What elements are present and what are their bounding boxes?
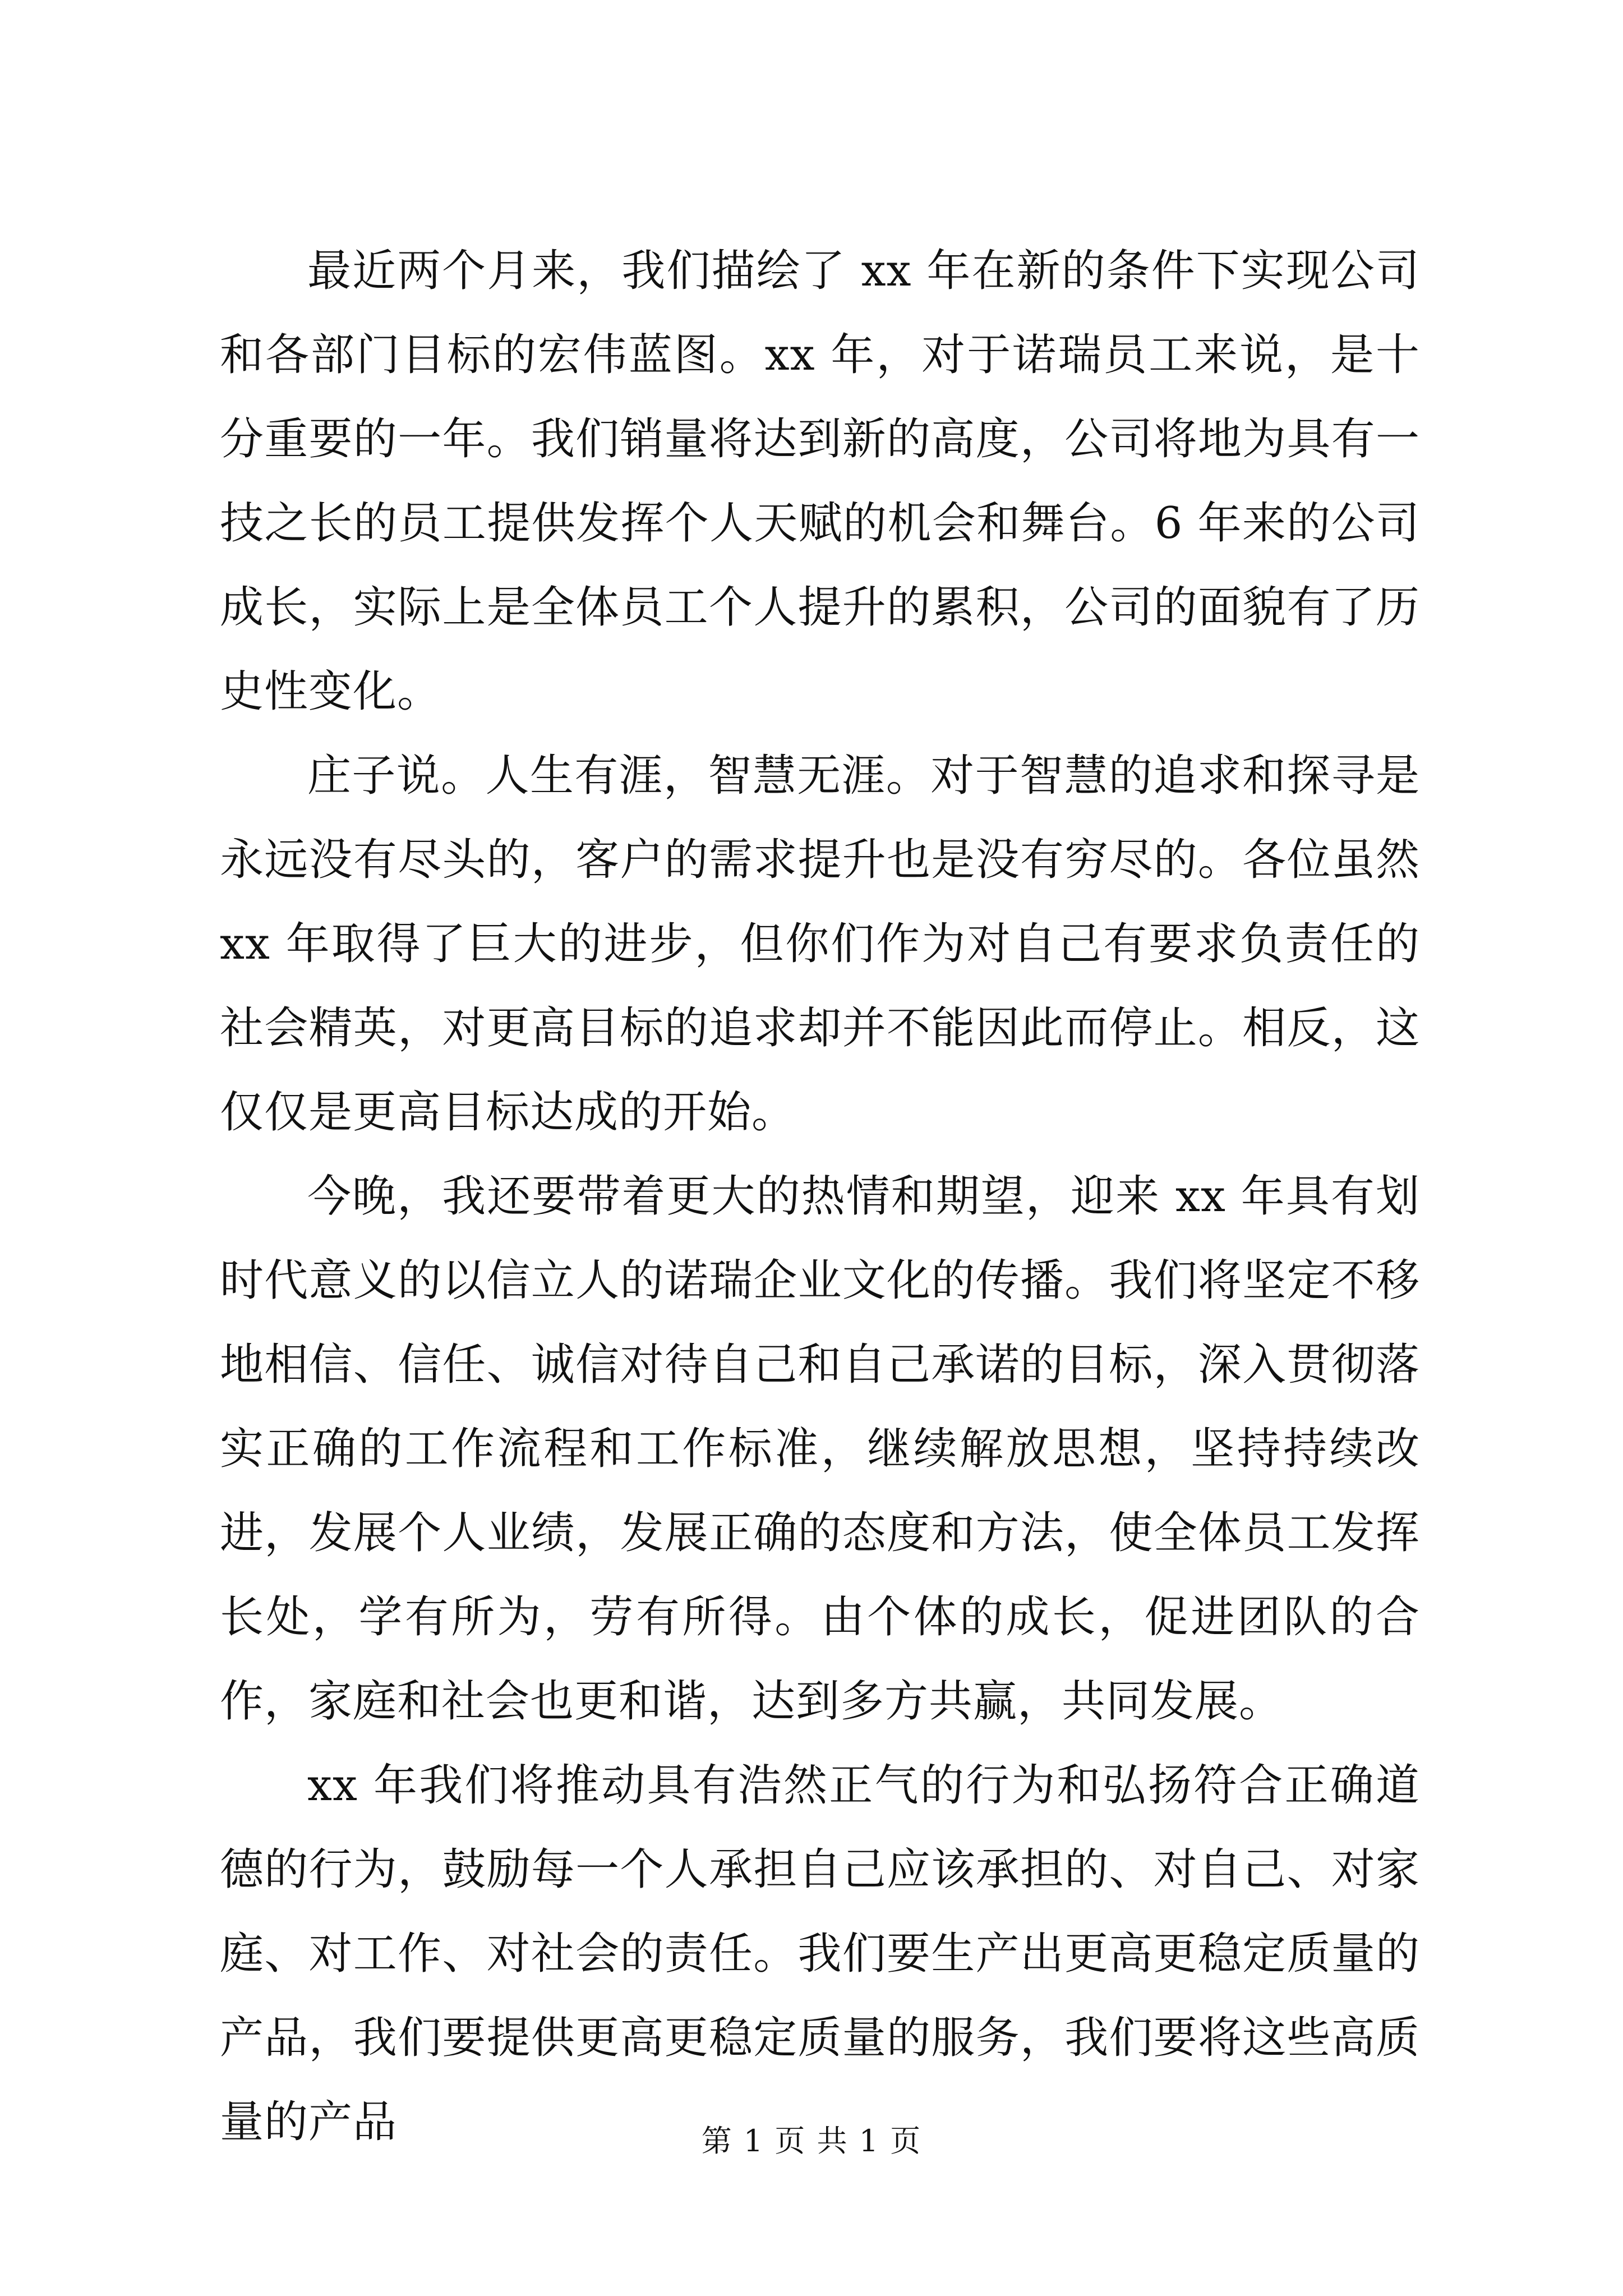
paragraph-3: 今晚，我还要带着更大的热情和期望，迎来 xx 年具有划时代意义的以信立人的诺瑞企业文化的传播。我们将坚定不移地相信、信任、诚信对待自己和自己承诺的目标，深入贯彻落实正确的工作流程和工作标准，继续解放思想，坚持持续改进，发展个人业绩，发展正确的态度和方法，使全体员工发挥长处，学有所为，劳有所得。由个体的成长，促进团队的合作，家庭和社会也更和谐，达到多方共赢，共同发展。: [220, 1171, 1420, 1727]
page-footer: 第 1 页 共 1 页: [701, 2123, 922, 2159]
paragraph-2: 庄子说。人生有涯，智慧无涯。对于智慧的追求和探寻是永远没有尽头的，客户的需求提升也是没有穷尽的。各位虽然 xx 年取得了巨大的进步，但你们作为对自己有要求负责任的社会精英，对更高目标的追求却并不能因此而停止。相反，这仅仅是更高目标达成的开始。: [220, 751, 1420, 1138]
paragraph-4: xx 年我们将推动具有浩然正气的行为和弘扬符合正确道德的行为，鼓励每一个人承担自己应该承担的、对自己、对家庭、对工作、对社会的责任。我们要生产出更高更稳定质量的产品，我们要提供更高更稳定质量的服务，我们要将这些高质量的产品: [220, 1760, 1420, 2147]
paragraph-1: 最近两个月来，我们描绘了 xx 年在新的条件下实现公司和各部门目标的宏伟蓝图。xx 年，对于诺瑞员工来说，是十分重要的一年。我们销量将达到新的高度，公司将地为具有一技之长的员工提供发挥个人天赋的机会和舞台。6 年来的公司成长，实际上是全体员工个人提升的累积，公司的面貌有了历史性变化。: [220, 246, 1420, 717]
document-body: [220, 229, 1420, 2164]
